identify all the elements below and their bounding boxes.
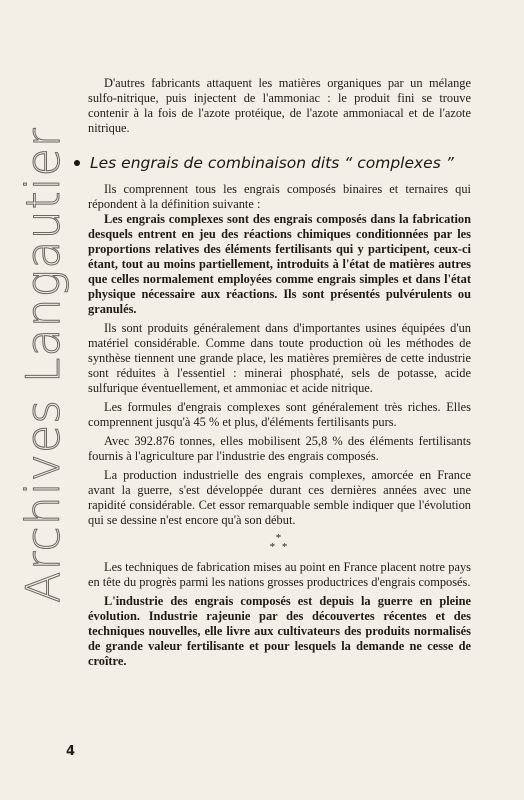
section-paragraph-5: La production industrielle des engrais complexes, amorcée en France avant la guerre, s'est développée durant ces dernières années avec une rapidité considérable. Cet essor remarquable semble indiquer que l'évolution qui se dessine n'est encore qu'à son début. xyxy=(88,468,471,527)
page-body xyxy=(88,76,471,669)
separator-bottom: * * xyxy=(269,541,290,553)
page-number: 4 xyxy=(66,744,76,759)
section-paragraph-3: Les formules d'engrais complexes sont généralement très riches. Elles comprennent jusqu'à 45 % et plus, d'éléments fertilisants purs. xyxy=(88,400,471,429)
archive-watermark: Archives Langautier xyxy=(16,127,70,603)
closing-paragraph-1: Les techniques de fabrication mises au point en France placent notre pays en tête du progrès parmi les nations grosses productrices d'engrais composés. xyxy=(88,560,471,589)
section-paragraph-2: Ils sont produits généralement dans d'importantes usines équipées d'un matériel considérable. Comme dans toute production où les méthodes de synthèse tiennent une grande place, les matières premières de cette industrie sont réduites à l'essentiel : minerai phosphaté, sels de potasse, acide sulfurique éventuellement, et ammoniac et acide nitrique. xyxy=(88,321,471,395)
closing-paragraph-2: L'industrie des engrais composés est depuis la guerre en pleine évolution. Industrie rajeunie par des découvertes récentes et des techniques nouvelles, elle livre aux cultivateurs des produits normalisés de grande valeur fertilisante et pour lesquels la demande ne cesse de croître. xyxy=(88,594,471,668)
separator-top: * xyxy=(275,532,284,544)
section-heading xyxy=(74,154,471,172)
section-heading-text: Les engrais de combinaison dits “ complexes ” xyxy=(90,154,454,172)
intro-paragraph: D'autres fabricants attaquent les matières organiques par un mélange sulfo-nitrique, puis injectent de l'ammoniac : le produit fini se trouve contenir à la fois de l'azote protéique, de l'azote ammoniacal et de l'azote nitrique. xyxy=(88,76,471,135)
separator-stars xyxy=(88,534,471,552)
bullet-icon xyxy=(74,160,80,166)
section-paragraph-1: Ils comprennent tous les engrais composés binaires et ternaires qui répondent à la définition suivante : xyxy=(88,182,471,211)
section-paragraph-4: Avec 392.876 tonnes, elles mobilisent 25,8 % des éléments fertilisants fournis à l'agriculture par l'industrie des engrais composés. xyxy=(88,434,471,463)
definition-paragraph: Les engrais complexes sont des engrais composés dans la fabrication desquels entrent en jeu des réactions chimiques conditionnées par les proportions relatives des éléments fertilisants qui y participent, ceux-ci étant, tout au moins partiellement, introduits à l'état de matières autres que celles normalement employées comme engrais simples et dans l'état physique nécessaire aux réactions. Ils sont présentés pulvérulents ou granulés. xyxy=(88,212,471,316)
